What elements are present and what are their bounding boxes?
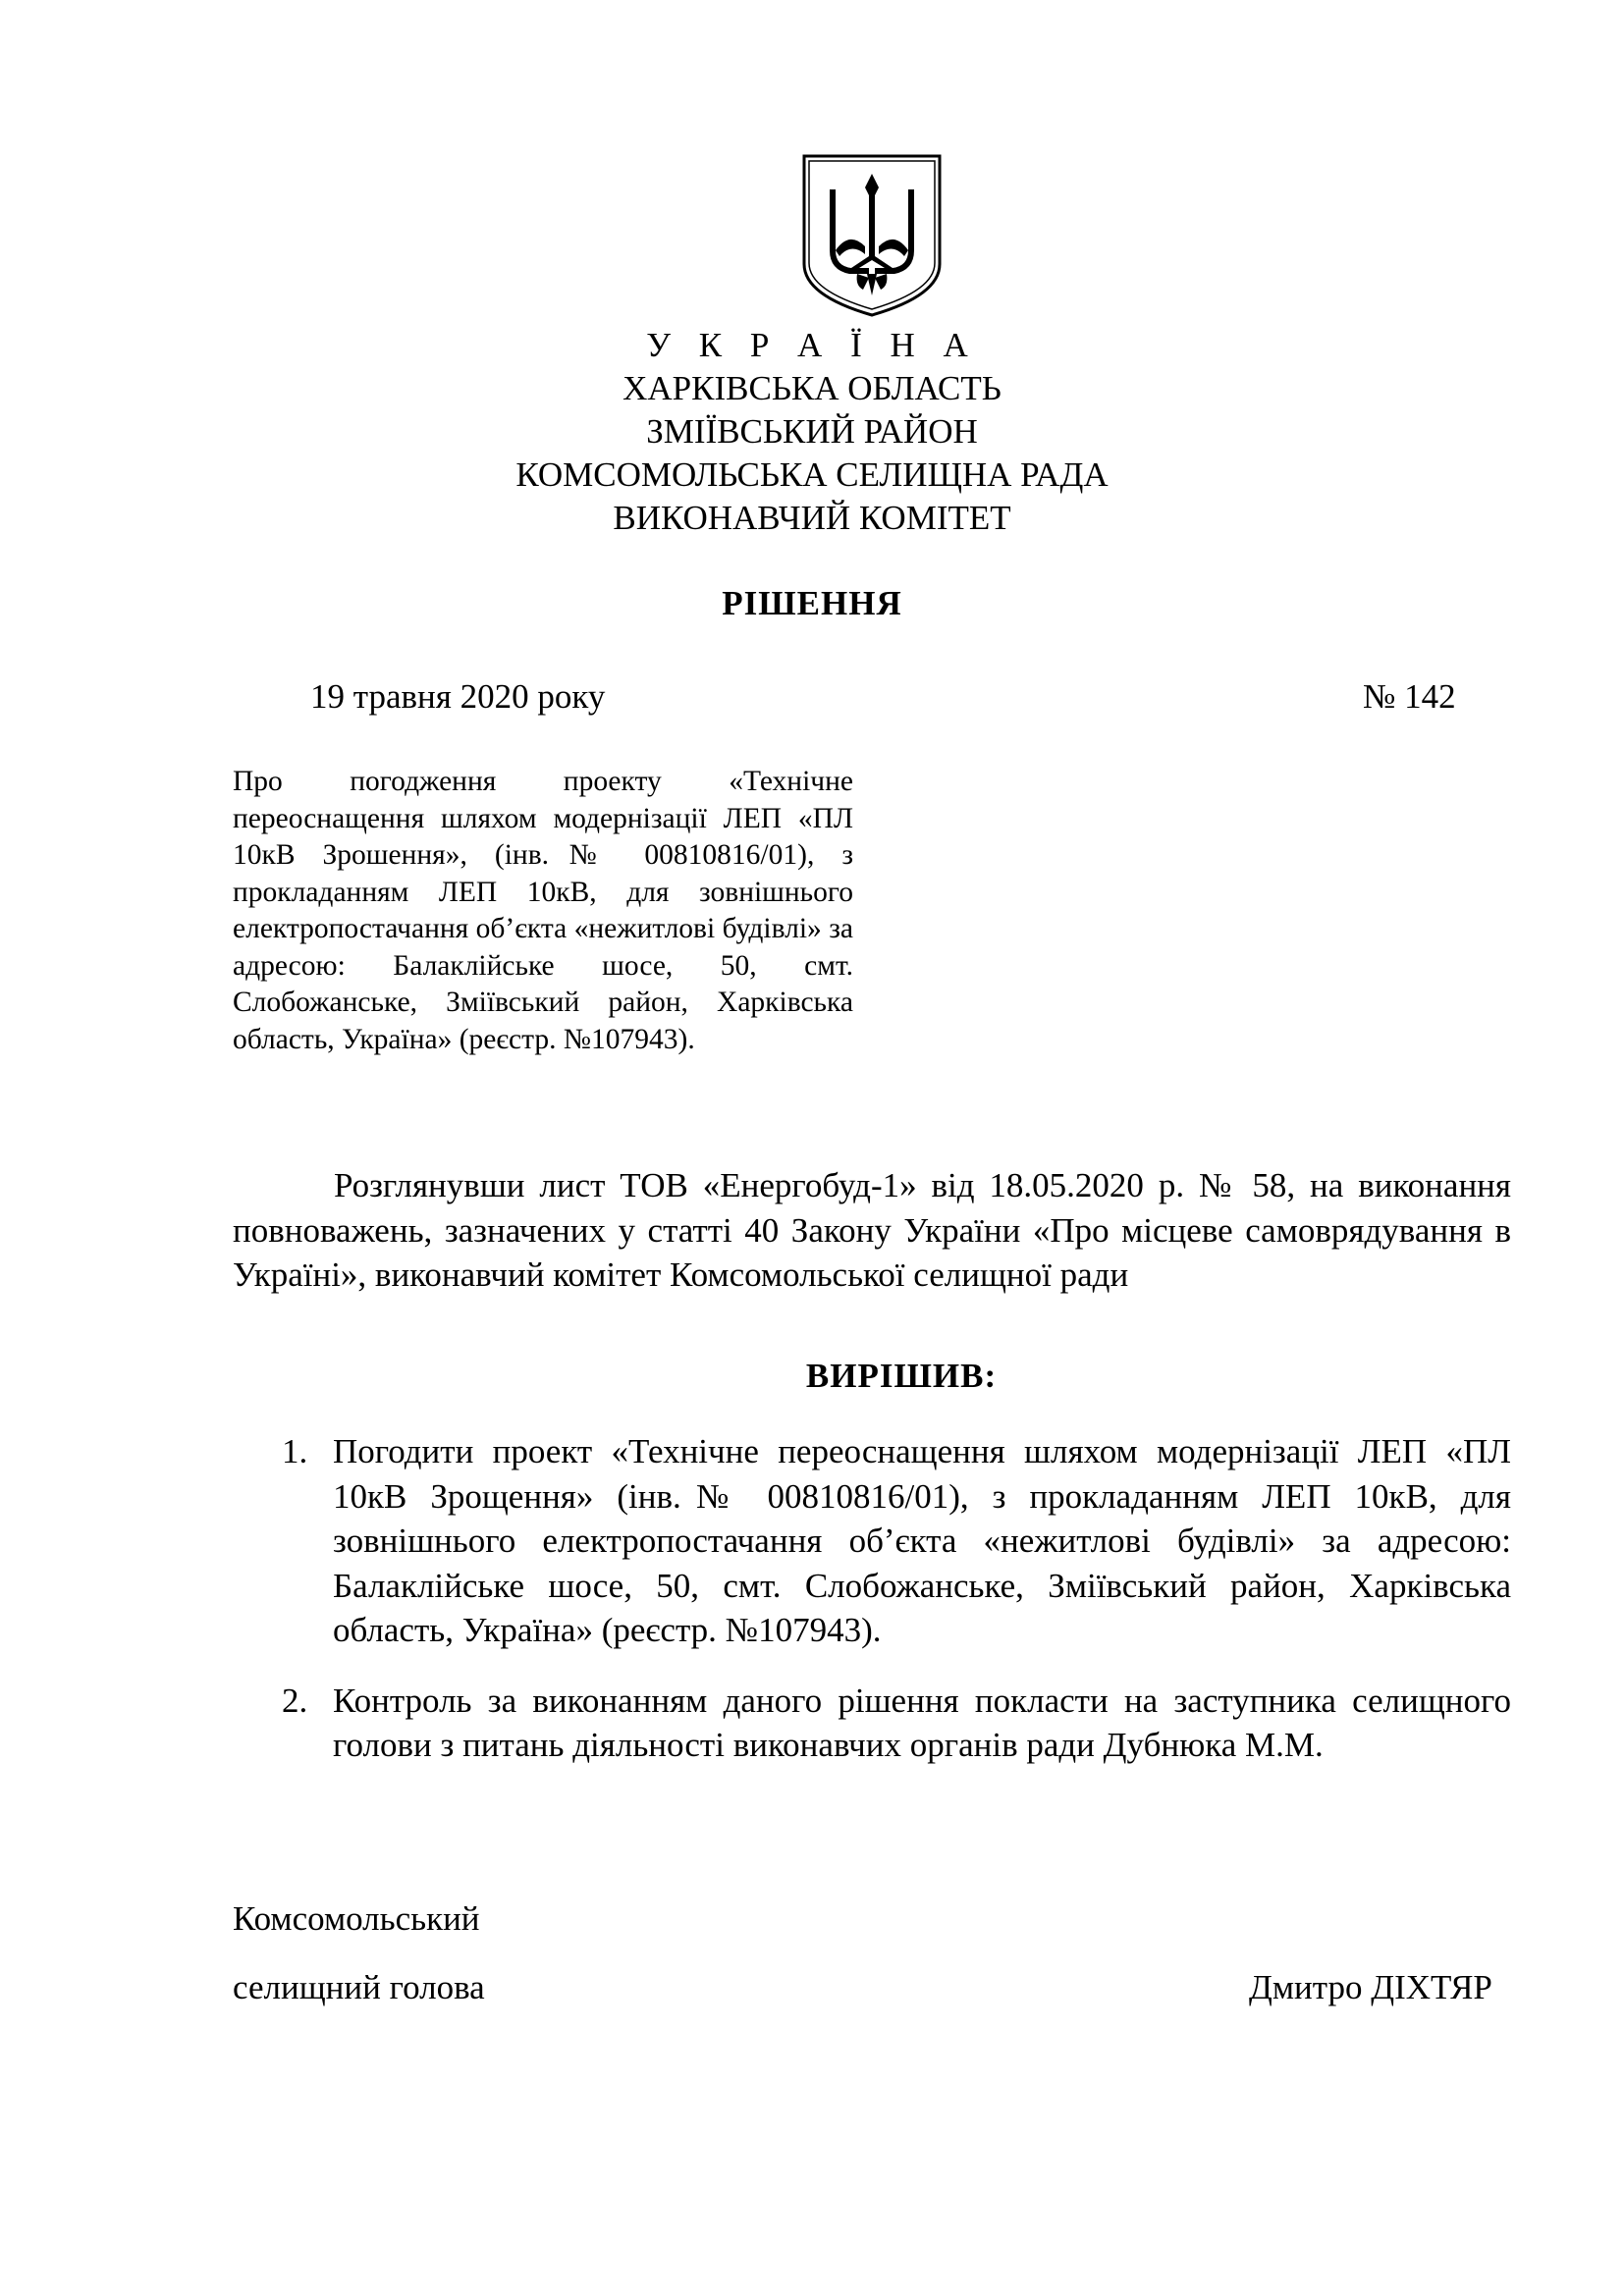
item-number: 1. [282, 1432, 308, 1470]
item-number: 2. [282, 1681, 308, 1720]
region-name: ХАРКІВСЬКА ОБЛАСТЬ [623, 369, 1001, 407]
list-item [233, 1429, 1511, 1653]
district-name: ЗМІЇВСЬКИЙ РАЙОН [646, 412, 978, 451]
resolution-items [233, 1429, 1511, 1793]
preamble-paragraph: Розглянувши лист ТОВ «Енергобуд-1» від 18.05.2020 р. № 58, на виконання повноважень, зазначених у статті 40 Закону України «Про місцеве самоврядування в Україні», виконавчий комітет Комсомольської селищної ради [233, 1166, 1511, 1294]
document-header [0, 324, 1624, 540]
resolve-heading: ВИРІШИВ: [805, 1357, 998, 1395]
signer-title-line1: Комсомольський [233, 1899, 480, 1938]
committee-name: ВИКОНАВЧИЙ КОМІТЕТ [613, 499, 1011, 537]
signer-title [233, 1885, 485, 2022]
document-date: 19 травня 2020 року [310, 677, 606, 716]
council-name: КОМСОМОЛЬСЬКА СЕЛИЩНА РАДА [515, 455, 1109, 494]
document-subject: Про погодження проекту «Технічне переоснащення шляхом модернізації ЛЕП «ПЛ 10кВ Зрошення», (інв.№ 00810816/01), з прокладанням ЛЕП 10кВ, для зовнішнього електропостачання об’єкта «нежитлові будівлі» за адресою: Балаклійське шосе, 50, смт. Слобожанське, Зміївський район, Харківська область, Україна» (реєстр. №107943). [233, 766, 853, 1055]
signer-name: Дмитро ДІХТЯР [1249, 1968, 1492, 2006]
trident-coat-of-arms-icon [800, 152, 944, 319]
country-name: У К Р А Ї Н А [646, 326, 978, 364]
document-number: № 142 [1363, 677, 1456, 716]
list-item [233, 1679, 1511, 1768]
item-text: Контроль за виконанням даного рішення покласти на заступника селищного голови з питань діяльності виконавчих органів ради Дубнюка М.М. [333, 1681, 1511, 1764]
item-text: Погодити проект «Технічне переоснащення шляхом модернізації ЛЕП «ПЛ 10кВ Зрощення» (інв.№ 00810816/01), з прокладанням ЛЕП 10кВ, для зовнішнього електропостачання об’єкта «нежитлові будівлі» за адресою: Балаклійське шосе, 50, смт. Слобожанське, Зміївський район, Харківська область, Україна» (реєстр. №107943). [333, 1432, 1511, 1649]
document-type: РІШЕННЯ [722, 584, 902, 622]
signer-title-line2: селищний голова [233, 1968, 485, 2006]
